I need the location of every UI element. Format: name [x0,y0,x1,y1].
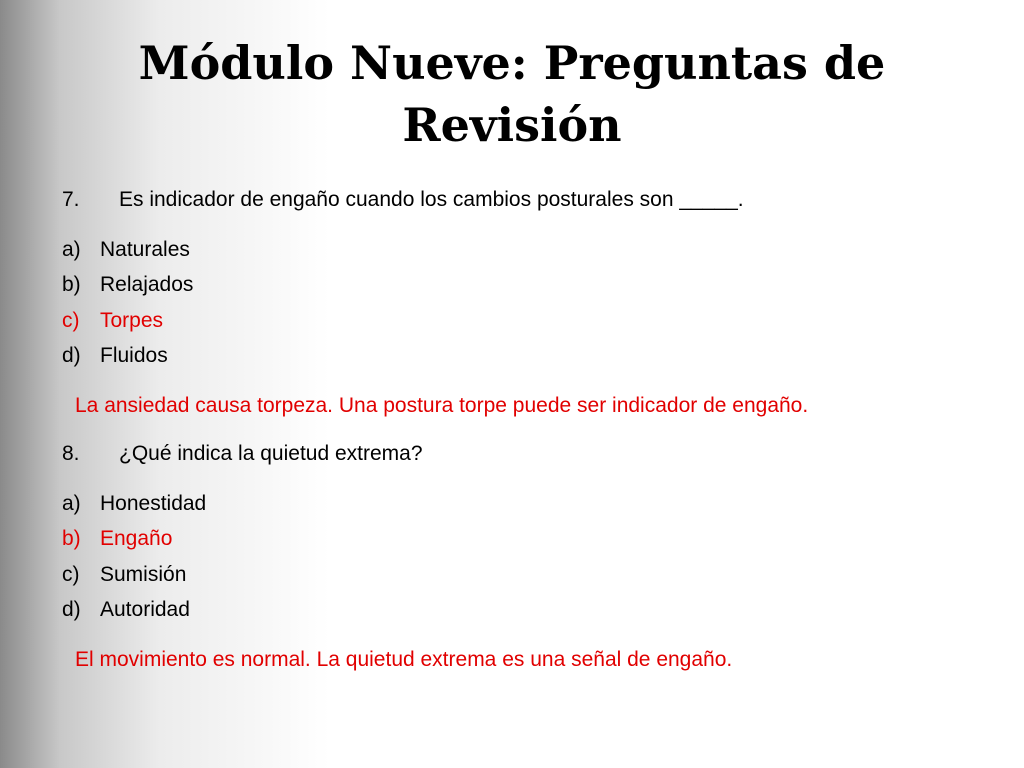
option-text: Engaño [100,527,173,550]
option-letter: b) [62,527,81,550]
option-letter: c) [62,563,80,586]
explanation-8: El movimiento es normal. La quietud extrema es una señal de engaño. [75,648,733,671]
option-text: Fluidos [100,344,168,367]
question-text: ¿Qué indica la quietud extrema? [119,442,423,465]
question-number: 8. [62,442,80,465]
option-text: Sumisión [100,563,187,586]
slide-title-line-1: Módulo Nueve: Preguntas de [138,36,886,90]
question-number: 7. [62,188,80,211]
option-letter: a) [62,238,81,261]
option-letter: d) [62,598,81,621]
option-text: Honestidad [100,492,207,515]
explanation-7: La ansiedad causa torpeza. Una postura torpe puede ser indicador de engaño. [75,394,809,417]
option-text: Torpes [100,309,164,332]
option-text: Autoridad [100,598,190,621]
option-letter: b) [62,273,81,296]
option-letter: a) [62,492,81,515]
question-text: Es indicador de engaño cuando los cambios posturales son _____. [119,188,744,211]
slide-title-line-2: Revisión [402,98,622,152]
option-text: Naturales [100,238,190,261]
option-letter: d) [62,344,81,367]
option-letter: c) [62,309,80,332]
option-text: Relajados [100,273,194,296]
